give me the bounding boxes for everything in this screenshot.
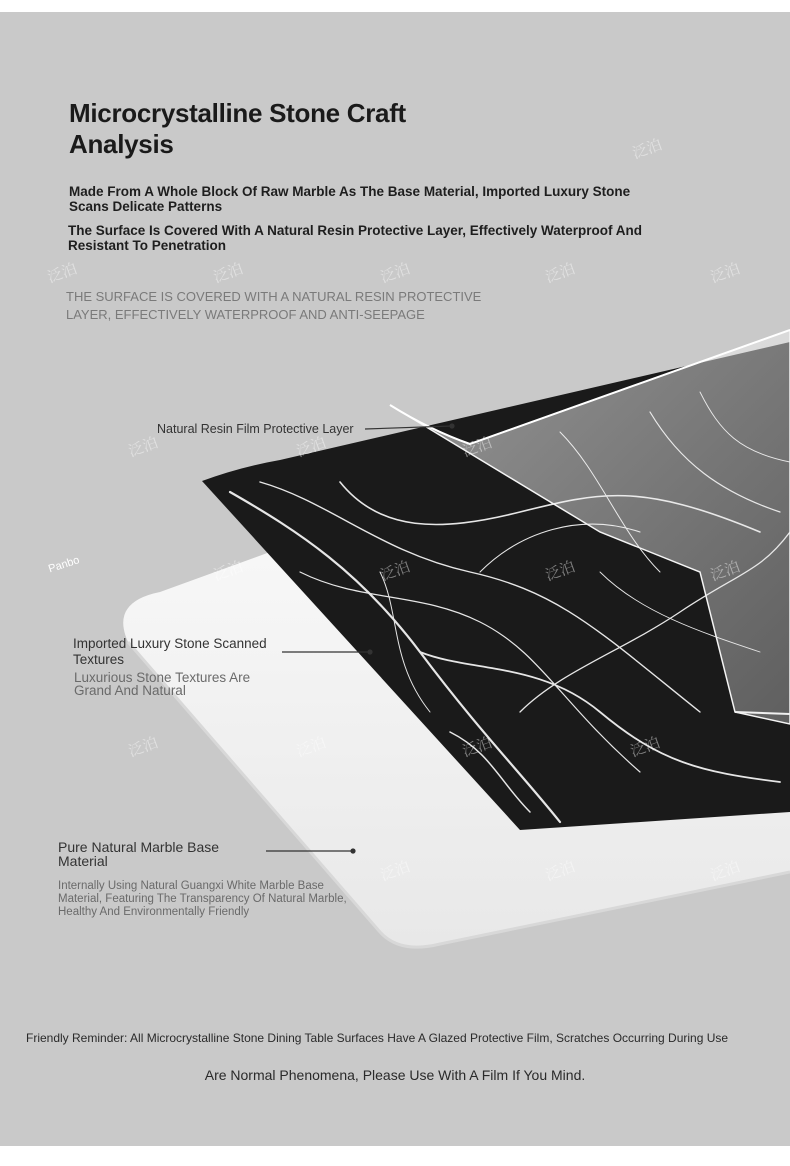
watermark: 泛泊 xyxy=(708,858,743,885)
friendly-reminder-line2: Are Normal Phenomena, Please Use With A Film If You Mind. xyxy=(204,1067,586,1083)
watermark: 泛泊 xyxy=(294,434,329,461)
watermark: 泛泊 xyxy=(126,734,161,761)
watermark: 泛泊 xyxy=(543,558,578,585)
resin-leader-dot xyxy=(449,423,454,428)
watermark: 泛泊 xyxy=(211,260,246,287)
description-resin-layer: The Surface Is Covered With A Natural Resin Protective Layer, Effectively Waterproof And Resistant To Penetration xyxy=(68,223,643,253)
stone-leader-dot xyxy=(367,649,372,654)
watermark: 泛泊 xyxy=(630,136,665,163)
description-base-material: Made From A Whole Block Of Raw Marble As The Base Material, Imported Luxury Stone Scans Delicate Patterns xyxy=(69,184,631,214)
brand-watermark: Panbo xyxy=(47,554,81,576)
friendly-reminder-line1: Friendly Reminder: All Microcrystalline Stone Dining Table Surfaces Have A Glazed Protective Film, Scratches Occurring During Use xyxy=(26,1031,729,1045)
label-marble-base-sub: Internally Using Natural Guangxi White Marble Base Material, Featuring The Transparency Of Natural Marble, Healthy And Environmentally Friendly xyxy=(58,880,347,918)
watermark: 泛泊 xyxy=(378,858,413,885)
label-marble-base: Pure Natural Marble Base Material xyxy=(58,839,220,869)
watermark: 泛泊 xyxy=(543,858,578,885)
page-title: Microcrystalline Stone Craft Analysis xyxy=(69,98,406,159)
base-leader-dot xyxy=(350,848,355,853)
watermark: 泛泊 xyxy=(460,434,495,461)
watermark: 泛泊 xyxy=(294,734,329,761)
product-canvas xyxy=(0,12,790,1146)
watermark: 泛泊 xyxy=(543,260,578,287)
label-stone-texture: Imported Luxury Stone Scanned Textures xyxy=(73,636,267,667)
watermark: 泛泊 xyxy=(45,260,80,287)
watermark: 泛泊 xyxy=(378,260,413,287)
watermark: 泛泊 xyxy=(708,558,743,585)
caps-note: THE SURFACE IS COVERED WITH A NATURAL RESIN PROTECTIVE LAYER, EFFECTIVELY WATERPROOF AND ANTI-SEEPAGE xyxy=(66,289,482,322)
watermark: 泛泊 xyxy=(211,558,246,585)
watermark: 泛泊 xyxy=(126,434,161,461)
label-stone-texture-sub: Luxurious Stone Textures Are Grand And Natural xyxy=(74,670,251,698)
watermark: 泛泊 xyxy=(628,734,663,761)
label-resin-layer: Natural Resin Film Protective Layer xyxy=(157,422,354,436)
watermark: 泛泊 xyxy=(460,734,495,761)
watermark: 泛泊 xyxy=(708,260,743,287)
watermark: 泛泊 xyxy=(378,558,413,585)
